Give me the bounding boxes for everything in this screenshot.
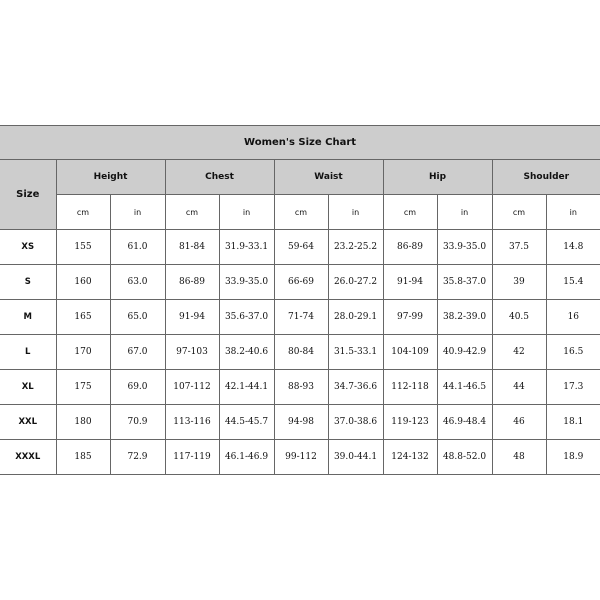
unit-header-hip-in: in: [437, 195, 492, 230]
table-row: [0, 405, 600, 440]
value-cell: 33.9-35.0: [219, 265, 274, 300]
size-chart-body: [0, 230, 600, 475]
table-row: [0, 335, 600, 370]
value-cell: 71-74: [274, 300, 328, 335]
value-cell: 112-118: [383, 370, 437, 405]
size-cell: M: [0, 300, 56, 335]
value-cell: 18.9: [546, 440, 600, 475]
value-cell: 99-112: [274, 440, 328, 475]
unit-header-shoulder-in: in: [546, 195, 600, 230]
group-header-hip: Hip: [383, 160, 492, 195]
value-cell: 16.5: [546, 335, 600, 370]
value-cell: 26.0-27.2: [328, 265, 383, 300]
value-cell: 86-89: [383, 230, 437, 265]
value-cell: 40.5: [492, 300, 546, 335]
value-cell: 81-84: [165, 230, 219, 265]
value-cell: 38.2-40.6: [219, 335, 274, 370]
size-cell: XXXL: [0, 440, 56, 475]
value-cell: 97-99: [383, 300, 437, 335]
value-cell: 117-119: [165, 440, 219, 475]
chart-title: Women's Size Chart: [0, 126, 600, 160]
unit-header-row: [0, 195, 600, 230]
unit-header-height-cm: cm: [56, 195, 110, 230]
value-cell: 35.6-37.0: [219, 300, 274, 335]
value-cell: 69.0: [110, 370, 165, 405]
value-cell: 119-123: [383, 405, 437, 440]
value-cell: 107-112: [165, 370, 219, 405]
value-cell: 44.5-45.7: [219, 405, 274, 440]
value-cell: 39.0-44.1: [328, 440, 383, 475]
value-cell: 88-93: [274, 370, 328, 405]
value-cell: 59-64: [274, 230, 328, 265]
value-cell: 86-89: [165, 265, 219, 300]
value-cell: 31.5-33.1: [328, 335, 383, 370]
value-cell: 48.8-52.0: [437, 440, 492, 475]
value-cell: 97-103: [165, 335, 219, 370]
unit-header-hip-cm: cm: [383, 195, 437, 230]
table-row: [0, 440, 600, 475]
value-cell: 65.0: [110, 300, 165, 335]
value-cell: 42.1-44.1: [219, 370, 274, 405]
value-cell: 42: [492, 335, 546, 370]
value-cell: 37.0-38.6: [328, 405, 383, 440]
size-cell: XL: [0, 370, 56, 405]
value-cell: 170: [56, 335, 110, 370]
unit-header-waist-in: in: [328, 195, 383, 230]
size-column-header: Size: [0, 160, 56, 230]
value-cell: 40.9-42.9: [437, 335, 492, 370]
unit-header-chest-cm: cm: [165, 195, 219, 230]
unit-header-waist-cm: cm: [274, 195, 328, 230]
unit-header-chest-in: in: [219, 195, 274, 230]
value-cell: 35.8-37.0: [437, 265, 492, 300]
value-cell: 175: [56, 370, 110, 405]
table-row: [0, 265, 600, 300]
value-cell: 160: [56, 265, 110, 300]
value-cell: 185: [56, 440, 110, 475]
value-cell: 18.1: [546, 405, 600, 440]
value-cell: 15.4: [546, 265, 600, 300]
table-row: [0, 370, 600, 405]
value-cell: 44: [492, 370, 546, 405]
value-cell: 31.9-33.1: [219, 230, 274, 265]
size-cell: XXL: [0, 405, 56, 440]
value-cell: 16: [546, 300, 600, 335]
value-cell: 80-84: [274, 335, 328, 370]
value-cell: 94-98: [274, 405, 328, 440]
value-cell: 44.1-46.5: [437, 370, 492, 405]
value-cell: 17.3: [546, 370, 600, 405]
value-cell: 39: [492, 265, 546, 300]
value-cell: 48: [492, 440, 546, 475]
group-header-row: [0, 160, 600, 195]
value-cell: 38.2-39.0: [437, 300, 492, 335]
table-row: [0, 300, 600, 335]
size-cell: L: [0, 335, 56, 370]
value-cell: 61.0: [110, 230, 165, 265]
value-cell: 63.0: [110, 265, 165, 300]
value-cell: 46.9-48.4: [437, 405, 492, 440]
value-cell: 67.0: [110, 335, 165, 370]
value-cell: 104-109: [383, 335, 437, 370]
value-cell: 155: [56, 230, 110, 265]
value-cell: 124-132: [383, 440, 437, 475]
value-cell: 66-69: [274, 265, 328, 300]
value-cell: 14.8: [546, 230, 600, 265]
value-cell: 180: [56, 405, 110, 440]
size-cell: XS: [0, 230, 56, 265]
value-cell: 91-94: [165, 300, 219, 335]
table-row: [0, 230, 600, 265]
title-row: [0, 126, 600, 160]
group-header-shoulder: Shoulder: [492, 160, 600, 195]
value-cell: 33.9-35.0: [437, 230, 492, 265]
value-cell: 46.1-46.9: [219, 440, 274, 475]
value-cell: 113-116: [165, 405, 219, 440]
size-cell: S: [0, 265, 56, 300]
value-cell: 72.9: [110, 440, 165, 475]
value-cell: 34.7-36.6: [328, 370, 383, 405]
value-cell: 70.9: [110, 405, 165, 440]
value-cell: 46: [492, 405, 546, 440]
value-cell: 91-94: [383, 265, 437, 300]
unit-header-shoulder-cm: cm: [492, 195, 546, 230]
group-header-height: Height: [56, 160, 165, 195]
group-header-chest: Chest: [165, 160, 274, 195]
group-header-waist: Waist: [274, 160, 383, 195]
value-cell: 28.0-29.1: [328, 300, 383, 335]
value-cell: 165: [56, 300, 110, 335]
unit-header-height-in: in: [110, 195, 165, 230]
value-cell: 23.2-25.2: [328, 230, 383, 265]
size-chart-table: [0, 125, 600, 475]
value-cell: 37.5: [492, 230, 546, 265]
